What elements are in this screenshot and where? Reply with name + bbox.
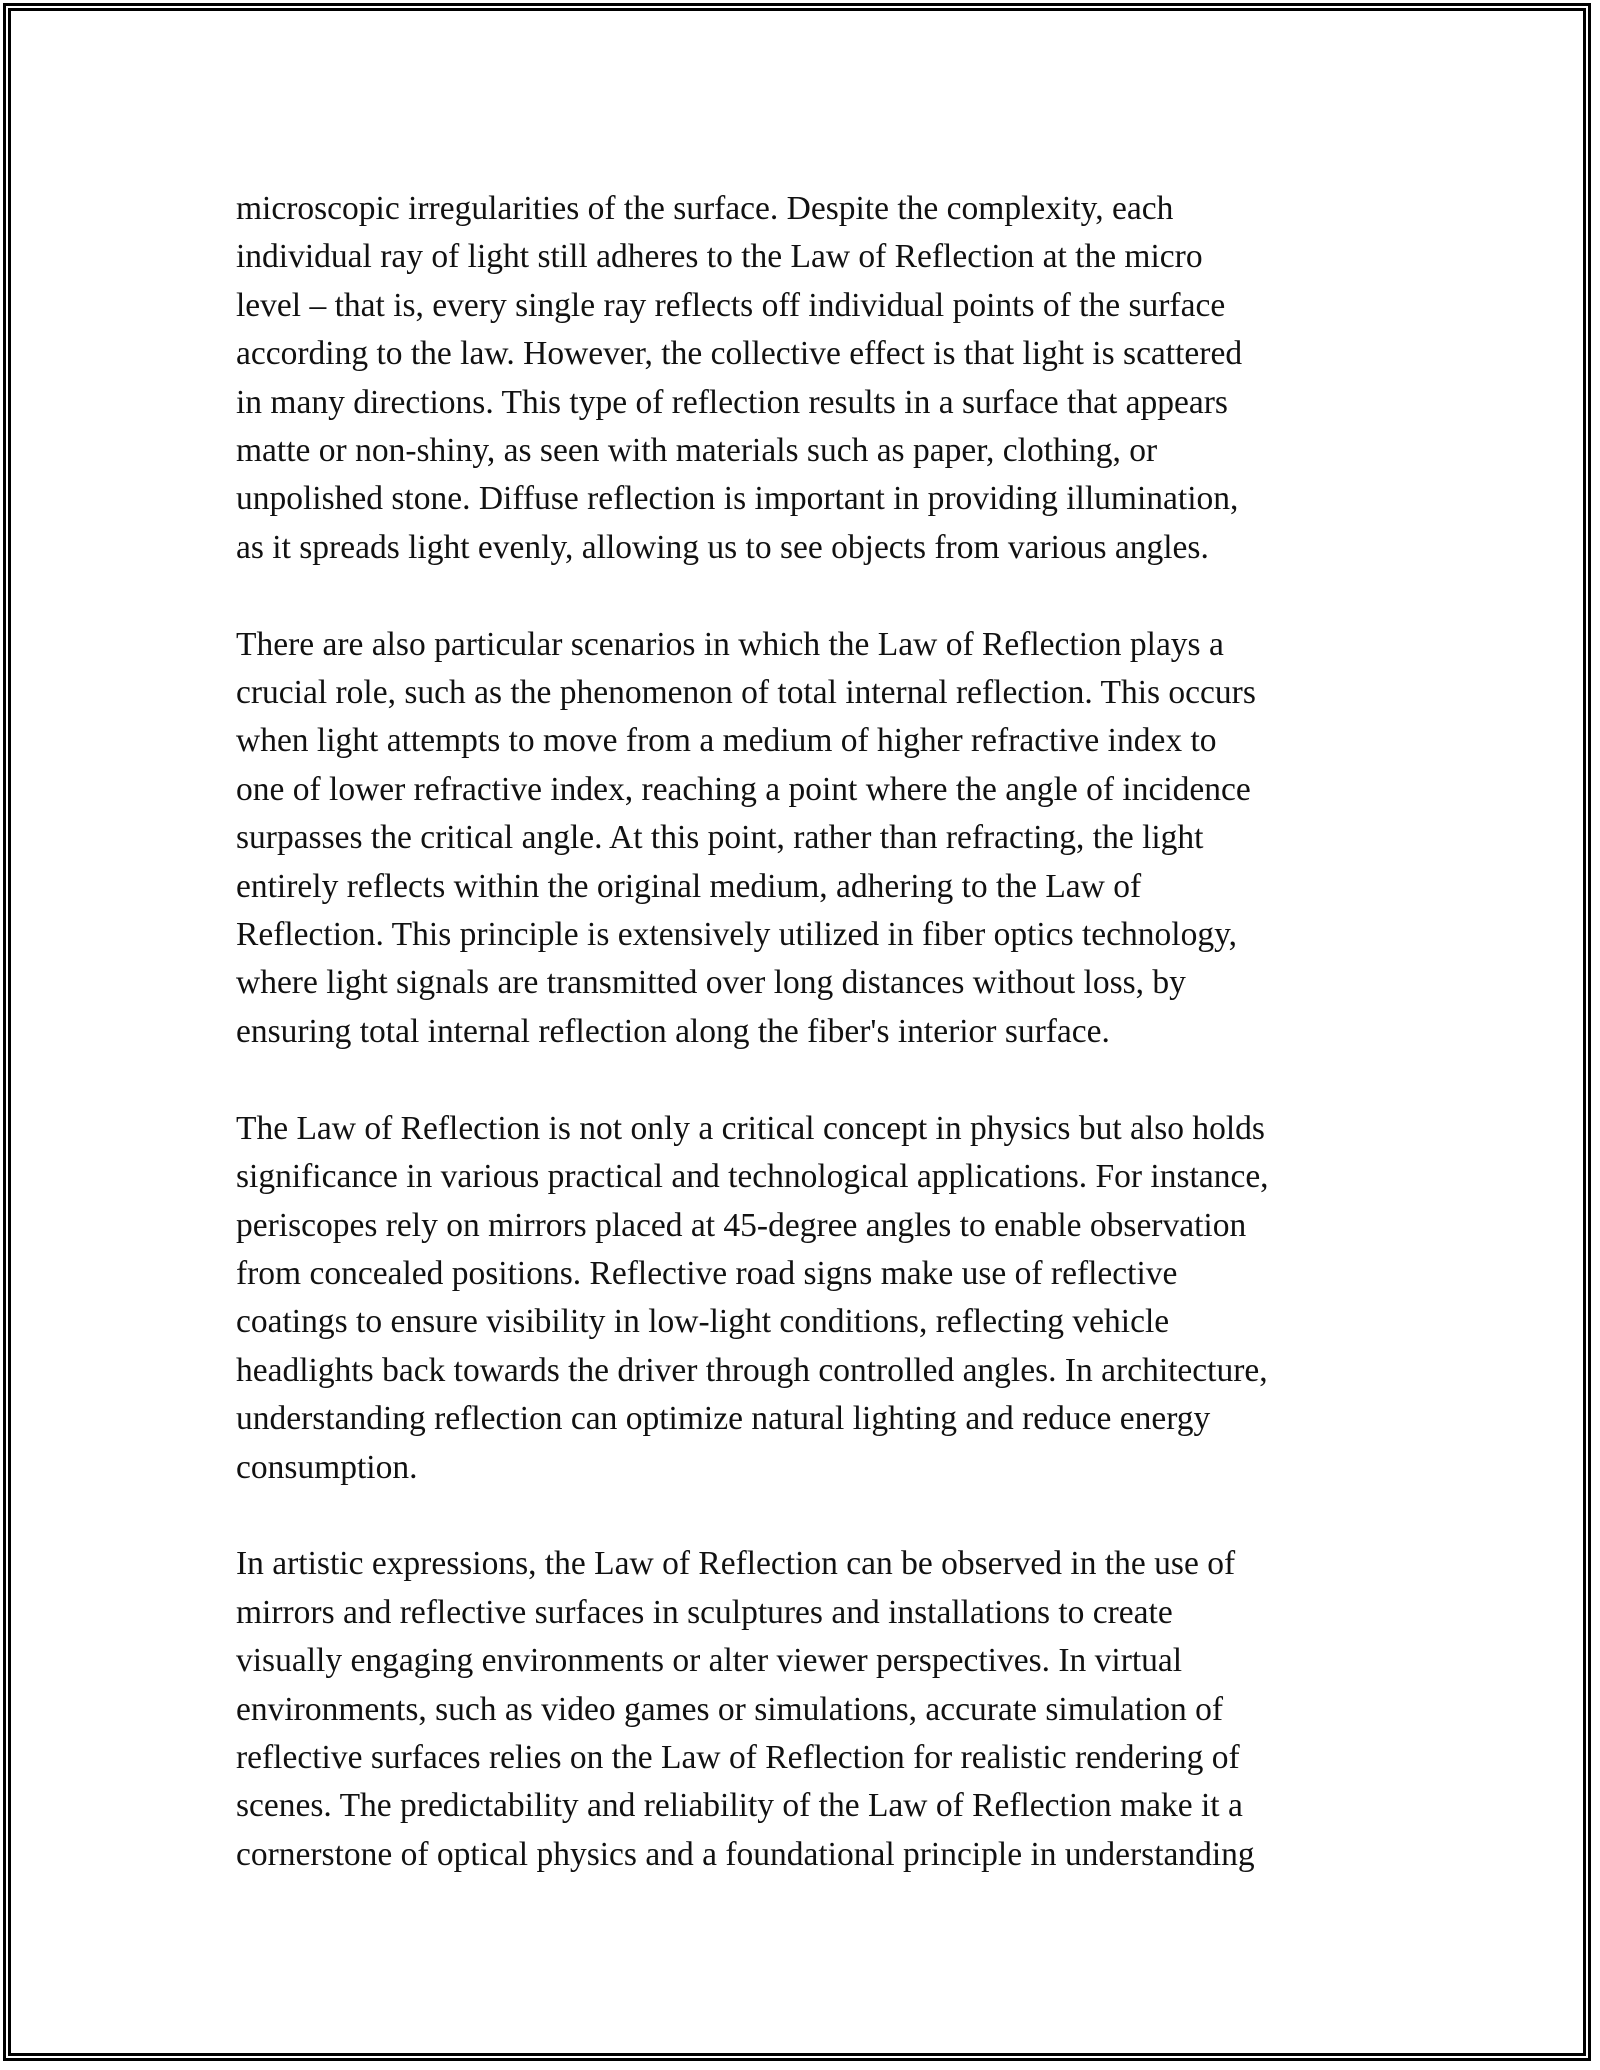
text-line: in many directions. This type of reflection results in a surface that appears (236, 383, 1228, 421)
text-line: when light attempts to move from a medium of higher refractive index to (236, 722, 1217, 760)
text-line: headlights back towards the driver through controlled angles. In architecture, (236, 1351, 1268, 1389)
text-line: The Law of Reflection is not only a critical concept in physics but also holds (236, 1109, 1265, 1147)
text-line: coatings to ensure visibility in low-light conditions, reflecting vehicle (236, 1303, 1170, 1341)
paragraph-applications (236, 1105, 1376, 1492)
text-line: microscopic irregularities of the surface. Despite the complexity, each (236, 190, 1174, 227)
text-line: as it spreads light evenly, allowing us to see objects from various angles. (236, 528, 1209, 566)
text-line: consumption. (236, 1448, 418, 1486)
text-line: understanding reflection can optimize natural lighting and reduce energy (236, 1400, 1211, 1438)
document-body (236, 185, 1376, 1879)
paragraph-artistic-expressions (236, 1540, 1376, 1879)
text-line: ensuring total internal reflection along the fiber's interior surface. (236, 1012, 1110, 1050)
text-line: There are also particular scenarios in which the Law of Reflection plays a (236, 625, 1224, 663)
text-line: where light signals are transmitted over long distances without loss, by (236, 964, 1186, 1002)
text-line: entirely reflects within the original medium, adhering to the Law of (236, 867, 1142, 905)
text-line: mirrors and reflective surfaces in sculptures and installations to create (236, 1593, 1173, 1631)
text-line: cornerstone of optical physics and a foundational principle in understanding (236, 1835, 1255, 1873)
text-line: reflective surfaces relies on the Law of Reflection for realistic rendering of (236, 1738, 1240, 1776)
text-line: scenes. The predictability and reliability of the Law of Reflection make it a (236, 1787, 1243, 1825)
text-line: crucial role, such as the phenomenon of total internal reflection. This occurs (236, 674, 1256, 712)
text-line: periscopes rely on mirrors placed at 45-degree angles to enable observation (236, 1206, 1247, 1244)
text-line: one of lower refractive index, reaching a point where the angle of incidence (236, 770, 1251, 808)
paragraph-diffuse-reflection (236, 185, 1376, 572)
text-line: visually engaging environments or alter viewer perspectives. In virtual (236, 1642, 1183, 1680)
text-line: In artistic expressions, the Law of Reflection can be observed in the use of (236, 1545, 1236, 1583)
text-line: level – that is, every single ray reflects off individual points of the surface (236, 286, 1226, 324)
paragraph-total-internal-reflection (236, 621, 1376, 1057)
text-line: unpolished stone. Diffuse reflection is important in providing illumination, (236, 480, 1239, 518)
text-line: matte or non-shiny, as seen with materials such as paper, clothing, or (236, 432, 1158, 470)
text-line: environments, such as video games or simulations, accurate simulation of (236, 1690, 1224, 1728)
text-line: Reflection. This principle is extensively utilized in fiber optics technology, (236, 916, 1238, 954)
text-line: according to the law. However, the collective effect is that light is scattered (236, 335, 1243, 373)
text-line: significance in various practical and technological applications. For instance, (236, 1158, 1269, 1196)
text-line: from concealed positions. Reflective road signs make use of reflective (236, 1254, 1178, 1292)
text-line: surpasses the critical angle. At this point, rather than refracting, the light (236, 819, 1204, 857)
text-line: individual ray of light still adheres to the Law of Reflection at the micro (236, 238, 1203, 276)
